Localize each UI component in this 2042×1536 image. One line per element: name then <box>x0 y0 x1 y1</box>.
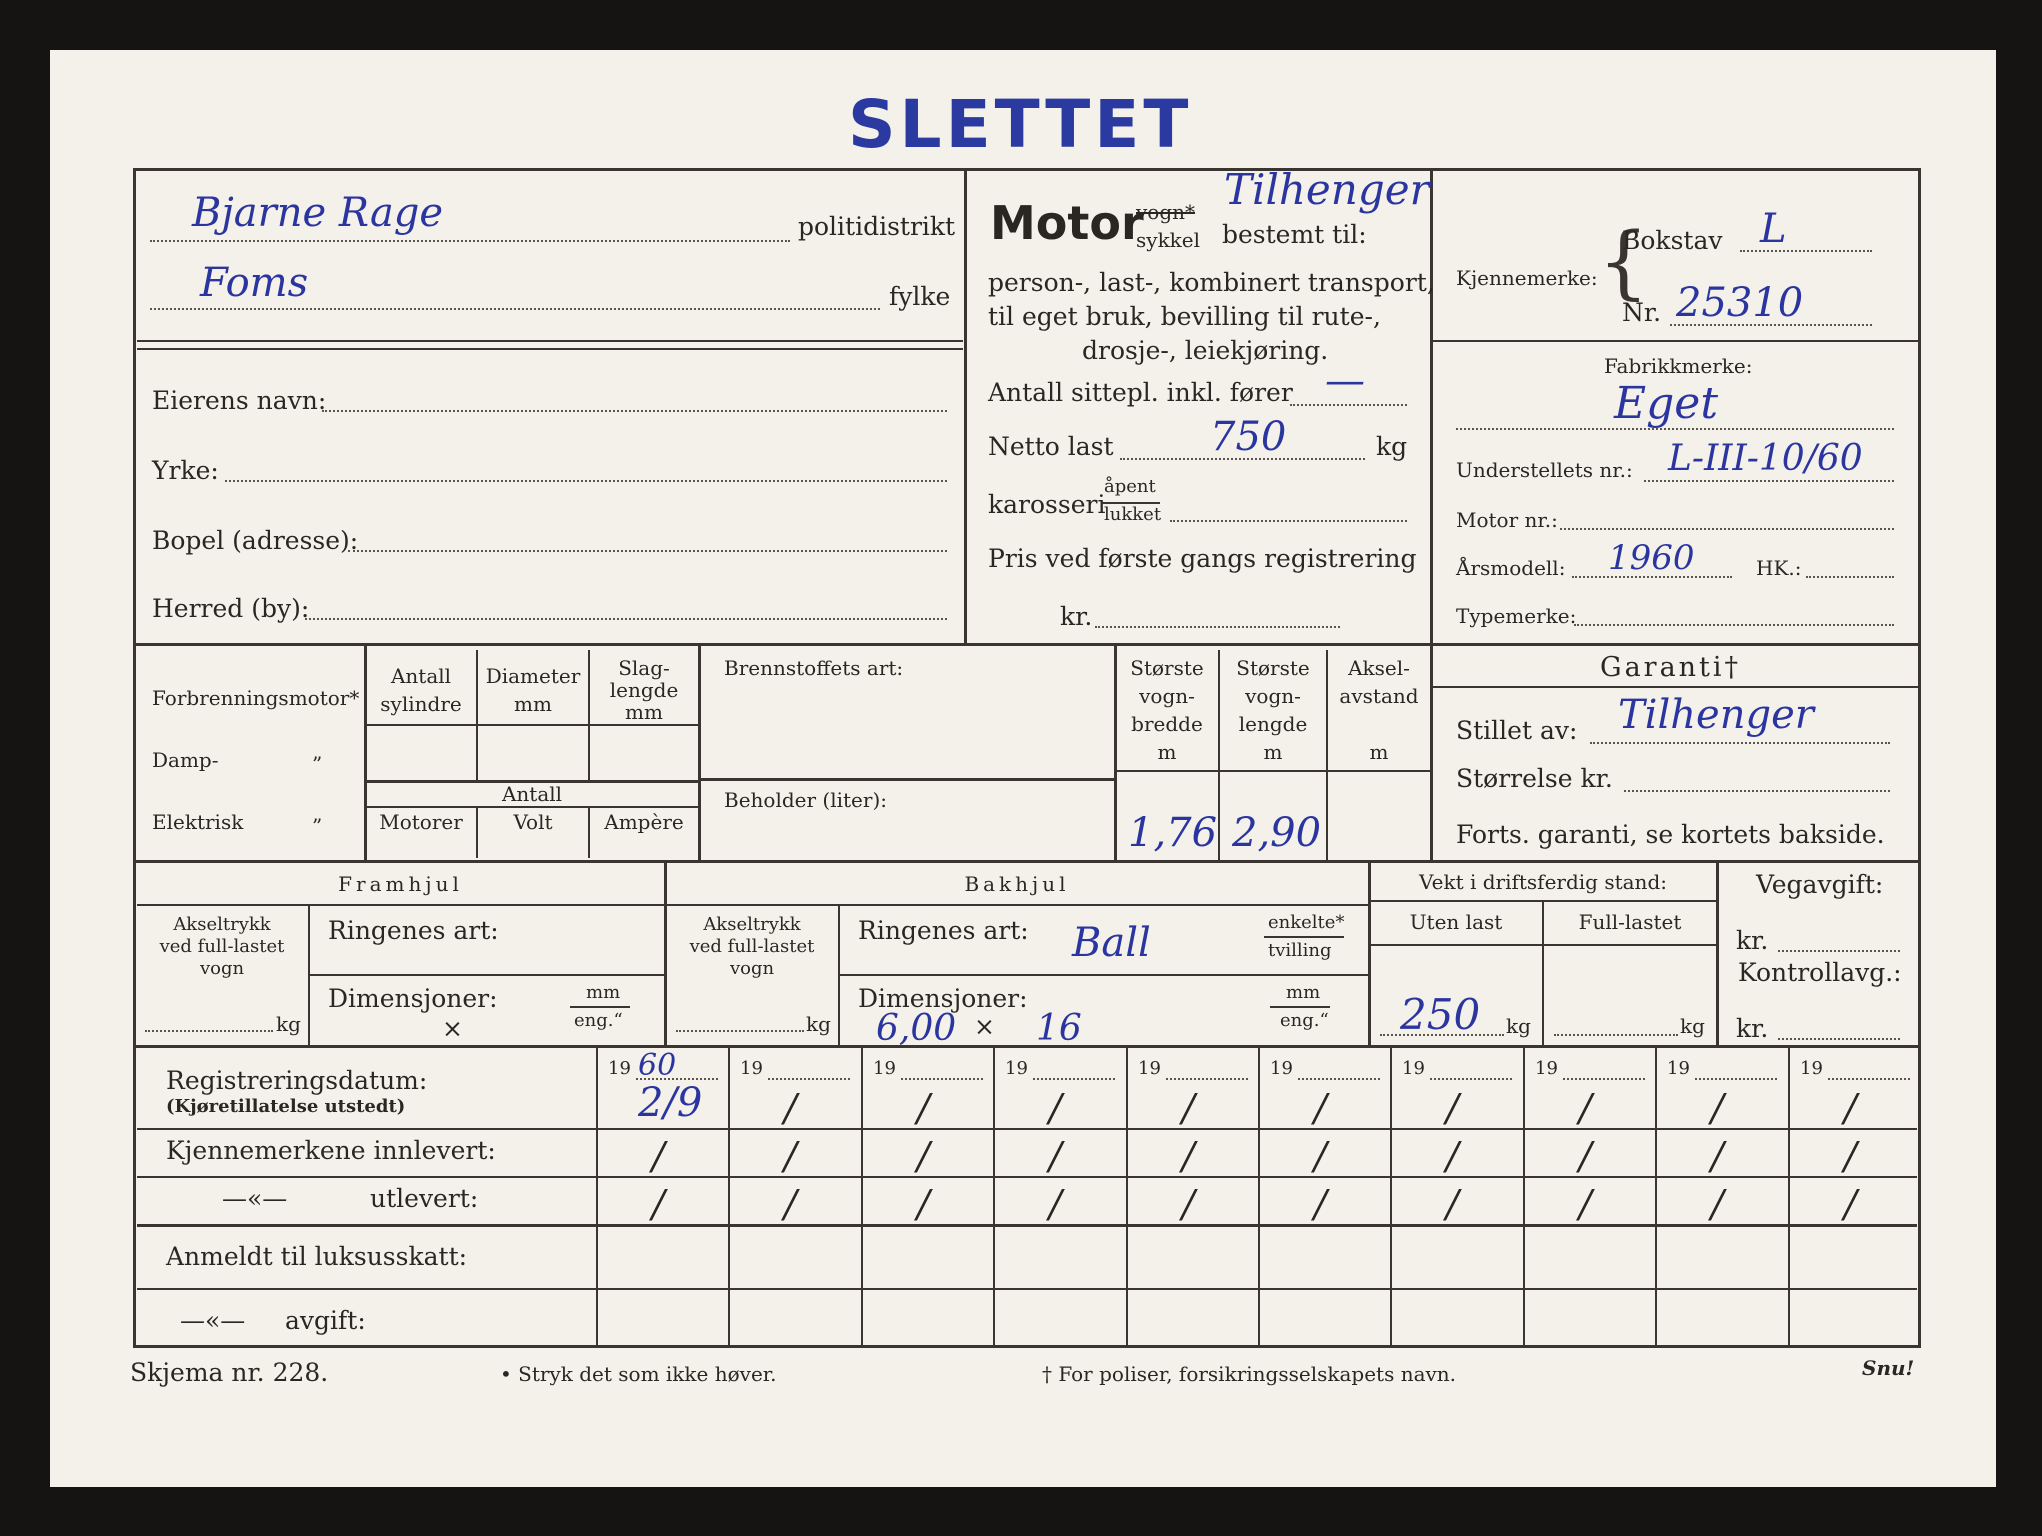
form-frame <box>133 168 1921 1348</box>
dotted-line <box>150 308 880 310</box>
grid-column-line <box>728 1047 730 1346</box>
akselavstand-unit: m <box>1369 740 1389 764</box>
rear-times: × <box>974 1012 995 1041</box>
divider <box>137 1176 1917 1178</box>
akseltrykk-rear-3: vogn <box>729 958 775 979</box>
date-slash: / <box>1579 1086 1592 1130</box>
fraction-bar <box>1264 936 1344 938</box>
kontrollavg-field[interactable] <box>1778 1038 1900 1040</box>
front-eng: eng.“ <box>574 1010 623 1031</box>
purpose-line-1: person-, last-, kombinert transport, <box>988 268 1435 297</box>
year-field[interactable] <box>1430 1078 1512 1080</box>
bokstav-label: Bokstav <box>1622 226 1723 255</box>
divider <box>135 860 1919 863</box>
divider <box>366 806 698 808</box>
arsmodell-value: 1960 <box>1608 538 1695 578</box>
date-slash: / <box>1182 1086 1195 1130</box>
address-field[interactable] <box>348 550 947 552</box>
date-slash: / <box>917 1086 930 1130</box>
dotted-line <box>1644 480 1894 482</box>
typemerke-field[interactable] <box>1574 624 1894 626</box>
divider <box>137 340 963 342</box>
antall-label: Antall <box>390 664 452 688</box>
rear-dim-b: 16 <box>1036 1008 1082 1049</box>
occupation-label: Yrke: <box>152 456 219 485</box>
date-slash: / <box>784 1182 797 1226</box>
year-field[interactable] <box>1033 1078 1115 1080</box>
year-prefix: 19 <box>1270 1058 1293 1079</box>
garanti-title: Garanti† <box>1600 652 1742 683</box>
sylindre-label: sylindre <box>380 692 462 716</box>
divider <box>310 974 664 976</box>
front-ringenes-label: Ringenes art: <box>328 916 499 945</box>
date-slash: / <box>1182 1182 1195 1226</box>
price-kr: kr. <box>1060 602 1093 631</box>
bakhjul-title: Bakhjul <box>964 872 1070 896</box>
politidistrikt-label: politidistrikt <box>798 212 956 241</box>
motor-label: Motor <box>990 196 1144 250</box>
fylke-label: fylke <box>889 282 951 311</box>
dotted-line <box>676 1030 804 1032</box>
divider <box>137 1288 1917 1290</box>
date-slash: / <box>1049 1086 1062 1130</box>
date-slash: / <box>1446 1182 1459 1226</box>
date-slash: / <box>1049 1182 1062 1226</box>
year-prefix: 19 <box>1005 1058 1028 1079</box>
vegavgift-kr: kr. <box>1736 926 1769 955</box>
price-field[interactable] <box>1095 626 1340 628</box>
year-field[interactable] <box>1166 1078 1248 1080</box>
date-slash: / <box>917 1134 930 1178</box>
fabrikkmerke-value: Eget <box>1614 378 1719 429</box>
weight-title: Vekt i driftsferdig stand: <box>1419 870 1667 894</box>
divider <box>840 974 1368 976</box>
year-prefix: 19 <box>1535 1058 1558 1079</box>
divider <box>1432 686 1918 688</box>
year-prefix: 19 <box>1800 1058 1823 1079</box>
price-label: Pris ved første gangs registrering <box>988 544 1417 573</box>
diameter-label: Diameter <box>485 664 581 688</box>
grid-column-line <box>1258 1047 1260 1346</box>
typemerke-label: Typemerke: <box>1456 604 1577 628</box>
storrelse-field[interactable] <box>1624 790 1890 792</box>
grid-column-line <box>1788 1047 1790 1346</box>
elektrisk-label: Elektrisk <box>152 810 244 834</box>
ampere-label: Ampère <box>604 810 684 834</box>
date-slash: / <box>652 1134 665 1178</box>
front-mm: mm <box>586 982 621 1003</box>
stillet-label: Stillet av: <box>1456 716 1578 745</box>
brace: { <box>1598 215 1649 308</box>
akseltrykk-front-2: ved full-lastet <box>159 936 285 957</box>
purpose-line-3: drosje-, leiekjøring. <box>1082 336 1329 365</box>
date-slash: / <box>1711 1134 1724 1178</box>
occupation-field[interactable] <box>225 480 947 482</box>
ditto-mark: —«— <box>222 1184 288 1213</box>
owner-name-label: Eierens navn: <box>152 386 327 415</box>
utlevert-label: utlevert: <box>370 1184 479 1213</box>
divider <box>137 904 664 906</box>
date-slash: / <box>1314 1134 1327 1178</box>
vogn-option: vogn* <box>1136 200 1196 224</box>
date-slash: / <box>1579 1134 1592 1178</box>
dotted-line <box>150 240 790 242</box>
motorer-label: Motorer <box>379 810 463 834</box>
year-field[interactable] <box>1695 1078 1777 1080</box>
dotted-line <box>1290 404 1407 406</box>
rear-eng: eng.“ <box>1280 1010 1329 1031</box>
herred-field[interactable] <box>305 618 947 620</box>
lengde-value: 2,90 <box>1232 810 1322 856</box>
divider <box>698 645 701 860</box>
grid-column-line <box>993 1047 995 1346</box>
divider <box>1432 340 1918 342</box>
lengde-label-3: lengde <box>1238 712 1308 736</box>
grid-column-line <box>1655 1047 1657 1346</box>
full-lastet-field[interactable] <box>1554 1034 1678 1036</box>
date-slash: / <box>1844 1182 1857 1226</box>
damp-label: Damp- <box>152 748 219 772</box>
grid-column-line <box>1390 1047 1392 1346</box>
avgift-label: avgift: <box>285 1306 366 1335</box>
reg-date-label: Registreringsdatum: <box>166 1066 428 1095</box>
reg-date-sublabel: (Kjøretillatelse utstedt) <box>166 1096 406 1117</box>
lengde-label-2: vogn- <box>1245 684 1301 708</box>
dotted-line <box>1120 458 1365 460</box>
date-slash: / <box>1844 1086 1857 1130</box>
vegavgift-field[interactable] <box>1778 950 1900 952</box>
uten-last-label: Uten last <box>1409 910 1503 934</box>
akselavstand-label-1: Aksel- <box>1348 656 1410 680</box>
arsmodell-label: Årsmodell: <box>1456 556 1566 580</box>
akseltrykk-front-1: Akseltrykk <box>173 914 271 935</box>
dotted-line <box>145 1030 273 1032</box>
uten-kg-unit: kg <box>1506 1014 1531 1038</box>
innlevert-label: Kjennemerkene innlevert: <box>166 1136 496 1165</box>
ditto-mark: ” <box>312 814 323 838</box>
ditto-mark: —«— <box>180 1306 246 1335</box>
year-field[interactable] <box>1563 1078 1645 1080</box>
divider <box>137 1128 1917 1130</box>
front-kg-unit: kg <box>276 1012 301 1036</box>
divider <box>1116 770 1430 772</box>
rear-mm: mm <box>1286 982 1321 1003</box>
front-dimensjoner-label: Dimensjoner: <box>328 984 498 1013</box>
lengde-label-1: Største <box>1236 656 1310 680</box>
grid-column-line <box>861 1047 863 1346</box>
nr-label: Nr. <box>1622 298 1662 327</box>
netto-label: Netto last <box>988 432 1114 461</box>
luksus-label: Anmeldt til luksusskatt: <box>166 1242 468 1271</box>
divider <box>700 778 1114 781</box>
divider <box>135 1045 1919 1048</box>
netto-value: 750 <box>1210 414 1287 460</box>
ditto-mark: ” <box>312 752 323 776</box>
seats-label: Antall sittepl. inkl. fører <box>988 378 1293 407</box>
first-year-value: 60 <box>638 1048 677 1083</box>
year-prefix: 19 <box>1138 1058 1161 1079</box>
grid-column-line <box>596 1047 598 1346</box>
year-prefix: 19 <box>873 1058 896 1079</box>
antall-sublabel: Antall <box>501 782 563 806</box>
divider <box>137 348 963 350</box>
rear-kg-unit: kg <box>806 1012 831 1036</box>
forbrenning-label: Forbrenningsmotor* <box>152 686 360 710</box>
kjennemerke-label: Kjennemerke: <box>1456 266 1598 290</box>
deleted-stamp: SLETTET <box>848 86 1193 163</box>
volt-label: Volt <box>513 810 553 834</box>
bestemt-til-label: bestemt til: <box>1222 220 1367 249</box>
herred-label: Herred (by): <box>152 594 310 623</box>
brennstoff-label: Brennstoffets art: <box>724 656 904 680</box>
bredde-label-2: vogn- <box>1139 684 1195 708</box>
dotted-line <box>1572 576 1732 578</box>
apent-option: åpent <box>1104 476 1156 497</box>
divider <box>1430 170 1433 644</box>
fraction-bar <box>570 1006 630 1008</box>
year-prefix: 19 <box>740 1058 763 1079</box>
sykkel-option: sykkel <box>1136 228 1201 252</box>
divider <box>666 904 1368 906</box>
karosseri-label: karosseri <box>988 490 1106 519</box>
slaglengde-unit: mm <box>625 700 663 724</box>
motor-nr-label: Motor nr.: <box>1456 508 1558 532</box>
bestemt-til-value: Tilhenger <box>1224 165 1430 214</box>
dotted-line <box>1670 324 1872 326</box>
year-field[interactable] <box>1828 1078 1910 1080</box>
divider <box>366 724 698 726</box>
year-prefix: 19 <box>1667 1058 1690 1079</box>
first-date-value: 2/9 <box>638 1080 703 1126</box>
hk-label: HK.: <box>1756 556 1802 580</box>
date-slash: / <box>917 1182 930 1226</box>
understell-label: Understellets nr.: <box>1456 458 1633 482</box>
lengde-unit: m <box>1263 740 1283 764</box>
beholder-label: Beholder (liter): <box>724 788 887 812</box>
stryk-note: • Stryk det som ikke høver. <box>500 1362 777 1386</box>
full-kg-unit: kg <box>1680 1014 1705 1038</box>
akseltrykk-front-3: vogn <box>199 958 245 979</box>
divider <box>135 643 1919 646</box>
full-lastet-label: Full-lastet <box>1578 910 1682 934</box>
address-label: Bopel (adresse): <box>152 526 359 555</box>
nr-value: 25310 <box>1676 280 1804 326</box>
dotted-line <box>1456 428 1894 430</box>
politidistrikt-value: Bjarne Rage <box>192 190 444 236</box>
divider <box>1430 645 1433 860</box>
hk-field[interactable] <box>1806 576 1894 578</box>
purpose-line-2: til eget bruk, bevilling til rute-, <box>988 302 1381 331</box>
kontrollavg-label: Kontrollavg.: <box>1738 958 1902 987</box>
grid-column-line <box>1523 1047 1525 1346</box>
date-slash: / <box>1711 1182 1724 1226</box>
forts-garanti: Forts. garanti, se kortets bakside. <box>1456 820 1885 849</box>
slaglengde-label-2: lengde <box>609 678 679 702</box>
fylke-value: Foms <box>200 260 309 306</box>
framhjul-title: Framhjul <box>338 872 463 896</box>
divider <box>964 170 967 644</box>
rear-dimensjoner-label: Dimensjoner: <box>858 984 1028 1013</box>
rear-dim-a: 6,00 <box>876 1008 957 1049</box>
rear-ringenes-value: Ball <box>1072 920 1151 966</box>
bredde-label-3: bredde <box>1131 712 1203 736</box>
slaglengde-label-1: Slag- <box>618 656 670 680</box>
turn-over-note: Snu! <box>1862 1356 1915 1380</box>
understell-value: L-III-10/60 <box>1668 438 1863 479</box>
diameter-unit: mm <box>514 692 552 716</box>
front-times: × <box>442 1014 463 1043</box>
date-slash: / <box>1049 1134 1062 1178</box>
date-slash: / <box>1711 1086 1724 1130</box>
year-field[interactable] <box>1298 1078 1380 1080</box>
divider <box>1716 862 1719 1045</box>
stillet-value: Tilhenger <box>1618 692 1814 738</box>
year-field[interactable] <box>901 1078 983 1080</box>
date-slash: / <box>1446 1134 1459 1178</box>
date-slash: / <box>1579 1182 1592 1226</box>
bredde-unit: m <box>1157 740 1177 764</box>
dotted-line <box>1590 742 1890 744</box>
date-slash: / <box>784 1086 797 1130</box>
date-slash: / <box>784 1134 797 1178</box>
netto-unit: kg <box>1376 432 1408 461</box>
owner-name-field[interactable] <box>322 410 947 412</box>
akselavstand-label-2: avstand <box>1339 684 1419 708</box>
dotted-line <box>1380 1034 1504 1036</box>
kontrollavg-kr: kr. <box>1736 1014 1769 1043</box>
year-prefix: 19 <box>1402 1058 1425 1079</box>
date-slash: / <box>1446 1086 1459 1130</box>
seats-value: — <box>1325 358 1365 404</box>
enkelte-option: enkelte* <box>1268 912 1345 933</box>
skjema-number: Skjema nr. 228. <box>130 1358 329 1387</box>
date-slash: / <box>652 1182 665 1226</box>
grid-column-line <box>1126 1047 1128 1346</box>
uten-last-value: 250 <box>1400 990 1481 1039</box>
akseltrykk-rear-1: Akseltrykk <box>703 914 801 935</box>
bokstav-value: L <box>1760 206 1787 252</box>
date-slash: / <box>1314 1086 1327 1130</box>
fabrikkmerke-label: Fabrikkmerke: <box>1604 354 1753 378</box>
storrelse-label: Størrelse kr. <box>1456 764 1613 793</box>
date-slash: / <box>1182 1134 1195 1178</box>
bredde-value: 1,76 <box>1128 810 1218 856</box>
lukket-option: lukket <box>1104 504 1162 525</box>
tvilling-option: tvilling <box>1268 940 1332 961</box>
year-prefix: 19 <box>608 1058 631 1079</box>
vegavgift-label: Vegavgift: <box>1756 870 1884 899</box>
poliser-note: † For poliser, forsikringsselskapets navn. <box>1042 1362 1457 1386</box>
akseltrykk-rear-2: ved full-lastet <box>689 936 815 957</box>
date-slash: / <box>1314 1182 1327 1226</box>
fraction-bar <box>1270 1006 1330 1008</box>
motor-nr-field[interactable] <box>1560 528 1894 530</box>
rear-ringenes-label: Ringenes art: <box>858 916 1029 945</box>
divider <box>137 1224 1917 1227</box>
date-slash: / <box>1844 1134 1857 1178</box>
year-field[interactable] <box>768 1078 850 1080</box>
dotted-line <box>1740 250 1872 252</box>
bredde-label-1: Største <box>1130 656 1204 680</box>
dotted-line <box>1170 520 1407 522</box>
